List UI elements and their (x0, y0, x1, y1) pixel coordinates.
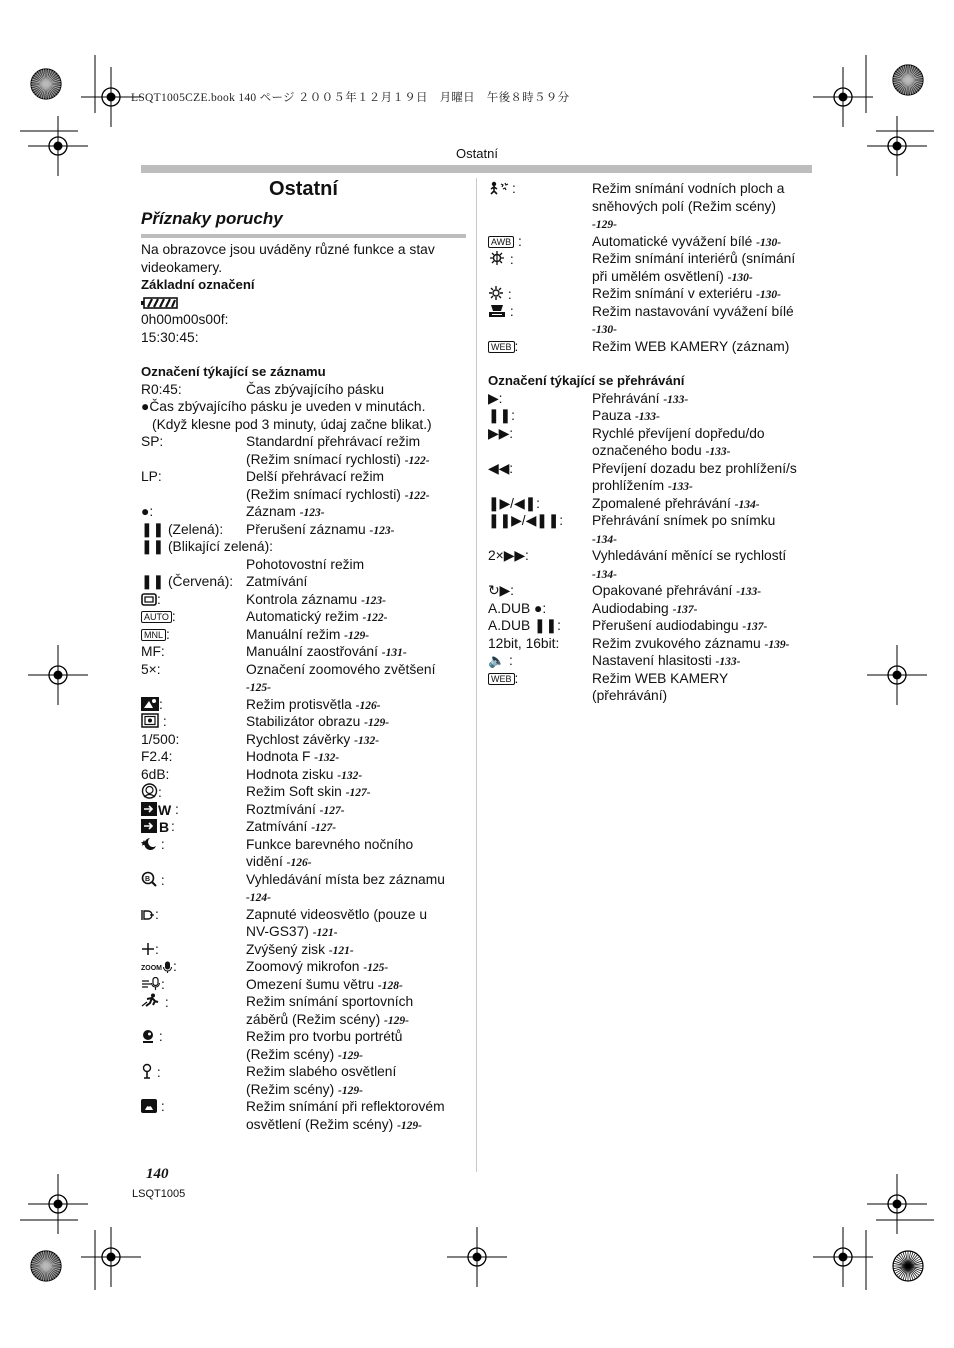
item-label-text: ↻▶: (488, 583, 515, 598)
item-description-text: prohlížením (592, 478, 665, 493)
portrait-scene-icon (141, 1029, 155, 1048)
item-label (141, 1098, 165, 1118)
manual-wb-icon (488, 304, 506, 323)
page-reference: -133- (705, 446, 731, 458)
item-description (592, 687, 667, 705)
svg-text:B: B (145, 875, 151, 883)
page-reference: -133- (667, 481, 693, 493)
item-label-text: 0h00m00s00f: (141, 312, 229, 327)
item-description-text: (Režim scény) (246, 1081, 335, 1097)
item-label-text: : (175, 801, 179, 817)
item-label-text: : (155, 906, 159, 922)
item-description-text: Standardní přehrávací režim (246, 434, 421, 449)
mode-badge: AUTO (141, 611, 172, 623)
item-label-text: ❚❚ (Červená): (141, 574, 234, 589)
item-description (592, 512, 775, 530)
item-description-text: Režim protisvětla (246, 696, 352, 712)
item-description (246, 1063, 396, 1081)
column-divider (476, 178, 477, 1172)
item-description-text: Omezení šumu větru (246, 976, 375, 992)
page-reference: -122- (362, 612, 388, 624)
item-label-text: ❚❚: (488, 408, 515, 423)
item-description-text: označeného bodu (592, 443, 702, 458)
item-description-text: Delší přehrávací režim (246, 469, 385, 484)
item-description (592, 460, 797, 478)
page-reference: -121- (312, 927, 338, 939)
item-label (488, 512, 563, 530)
crosshair-mark (867, 1174, 927, 1234)
item-description (246, 1028, 402, 1046)
item-description-text: osvětlení (Režim scény) (246, 1116, 394, 1132)
item-label-text: : (161, 995, 169, 1010)
item-label (141, 381, 182, 399)
crosshair-mark (813, 67, 873, 127)
item-description-text: Kontrola záznamu (246, 591, 358, 607)
item-label-text: : (171, 609, 176, 624)
item-description-text: sněhových polí (Režim scény) (592, 198, 777, 214)
mode-badge: WEB (488, 341, 515, 353)
item-description-text: Zvýšený zisk (246, 941, 325, 957)
item-description-text: Režim Soft skin (246, 784, 342, 799)
color-wheel-mark (893, 1251, 923, 1281)
item-description-text: Manuální režim (246, 626, 341, 642)
item-label-text: : (171, 819, 175, 834)
item-label-text: ▶: (488, 390, 503, 406)
indoor-wb-icon (488, 250, 506, 271)
item-label (141, 573, 233, 591)
item-label (488, 425, 513, 443)
blank-search-icon (141, 871, 157, 892)
item-description-text: Pohotovostní režim (246, 556, 365, 572)
item-description-text: Opakované přehrávání (592, 583, 733, 598)
note-text: (Když klesne pod 3 minuty, údaj začne blikat.) (152, 416, 432, 432)
item-description-text: Nastavení hlasitosti (592, 653, 712, 668)
item-description-text: Režim snímání v exteriéru (592, 286, 753, 301)
svg-text:B: B (159, 819, 170, 833)
item-label-text: A.DUB ●: (488, 600, 547, 616)
item-description-text: Režim snímání při reflektorovém (246, 1099, 445, 1114)
item-label (141, 993, 169, 1014)
item-description-text: Zapnuté videosvětlo (pouze u (246, 906, 428, 922)
page-reference: -133- (663, 393, 689, 406)
page-reference: -132- (314, 752, 340, 764)
item-label-text: : (157, 836, 165, 852)
item-description-text: Zatmívání (246, 574, 308, 589)
item-description-text: záběrů (Režim scény) (246, 1011, 381, 1027)
item-label-text: : (506, 303, 514, 319)
item-description-text: Režim WEB KAMERY (záznam) (592, 338, 790, 354)
item-label-text: : (512, 181, 516, 196)
running-title: Ostatní (456, 146, 498, 161)
page-reference: -133- (634, 411, 660, 423)
item-description-text: NV-GS37) (246, 924, 309, 939)
item-label-text: R0:45: (141, 381, 182, 397)
item-label (488, 407, 515, 425)
item-label-text: 2×▶▶: (488, 548, 529, 563)
crosshair-mark (867, 645, 927, 705)
item-description-text: Přehrávání snímek po snímku (592, 513, 776, 528)
item-description-text: Zpomalené přehrávání (592, 495, 731, 511)
item-label (141, 906, 159, 926)
page-reference: -121- (328, 944, 354, 957)
item-label (141, 748, 172, 766)
item-label-text: : (159, 714, 167, 729)
page-reference: -129- (364, 717, 390, 729)
crosshair-mark (28, 1174, 88, 1234)
header-rule (141, 165, 812, 173)
item-description (246, 661, 435, 679)
item-description-text: Režim snímání interiérů (snímání (592, 251, 796, 266)
item-label (141, 311, 228, 329)
item-label-text: ❚❚ (Blikající zelená): (141, 539, 274, 554)
item-label-text: 5×: (141, 661, 161, 677)
item-label-text: LP: (141, 469, 162, 484)
item-label-text: MF: (141, 644, 165, 659)
item-label-text: : (157, 591, 161, 607)
page-reference: -139- (764, 638, 790, 651)
item-description-text: Audiodabing (592, 600, 669, 616)
item-label (141, 433, 163, 451)
item-description (592, 198, 776, 216)
item-label-text: A.DUB ❚❚: (488, 618, 561, 633)
item-label-text: ●: (141, 504, 154, 519)
item-label (141, 766, 169, 784)
page-reference: -134- (734, 498, 760, 511)
item-label-text: 12bit, 16bit: (488, 635, 560, 651)
page-reference: -132- (354, 734, 380, 747)
page-reference: -130- (756, 289, 782, 301)
item-description-text: Režim snímání sportovních (246, 994, 414, 1009)
item-label (141, 538, 273, 556)
item-label-text: : (506, 252, 514, 267)
item-description-text: Režim slabého osvětlení (246, 1064, 397, 1079)
item-label (488, 460, 513, 478)
item-description (246, 556, 364, 574)
item-label (488, 495, 540, 513)
item-label-text: SP: (141, 434, 164, 449)
item-description (246, 1098, 445, 1116)
color-wheel-mark (893, 65, 923, 95)
crosshair-mark (447, 1227, 507, 1287)
page-reference: -122- (404, 454, 430, 467)
page-reference: -137- (742, 621, 768, 633)
item-label (141, 626, 170, 644)
item-description-text: Režim snímání vodních ploch a (592, 181, 785, 196)
item-label-text: ◀◀: (488, 460, 514, 476)
file-info: LSQT1005CZE.book 140 ページ ２００５年１２月１９日 月曜日 午後８時５９分 (131, 92, 570, 104)
item-description-text: Zatmívání (246, 819, 308, 834)
item-description-text: Převíjení dozadu bez prohlížení/s (592, 460, 797, 476)
page-title: Ostatní (269, 178, 338, 200)
page-reference: -130- (727, 271, 753, 284)
item-description-text: Automatický režim (246, 609, 359, 624)
color-wheel-mark (31, 69, 61, 99)
item-label (488, 617, 561, 635)
item-description (592, 670, 728, 688)
item-label-text: : (155, 1029, 163, 1044)
item-label-text: : (155, 941, 159, 957)
color-wheel-mark (31, 1251, 61, 1281)
item-label (141, 521, 223, 539)
item-description (246, 993, 413, 1011)
page-reference: -130- (592, 324, 617, 336)
item-description (246, 433, 420, 451)
item-label (488, 670, 518, 688)
item-description (246, 836, 413, 854)
item-label (141, 503, 153, 521)
item-description (246, 381, 384, 399)
item-description-text: Režim pro tvorbu portrétů (246, 1029, 403, 1044)
mode-badge: WEB (488, 673, 515, 685)
item-label (488, 635, 559, 653)
record-heading: Označení týkající se záznamu (141, 364, 326, 379)
page-reference: -132- (337, 769, 363, 782)
item-label (488, 600, 546, 618)
item-label-text: ❚❚ (Zelená): (141, 521, 224, 537)
item-label-text: : (514, 338, 519, 354)
basic-heading: Základní označení (141, 277, 255, 292)
svg-text:W: W (158, 801, 172, 816)
item-description (592, 425, 765, 443)
intro-line: Na obrazovce jsou uváděny různé funkce a stav (141, 242, 435, 257)
item-description-text: Přehrávání (592, 390, 660, 406)
item-label (141, 1063, 161, 1084)
item-label-text: ▶▶: (488, 425, 514, 441)
item-description-text: vidění (246, 854, 283, 869)
sports-scene-icon (141, 993, 161, 1014)
section-subtitle: Příznaky poruchy (141, 209, 283, 228)
item-label-text: : (514, 233, 522, 249)
item-label (488, 338, 518, 356)
item-label (488, 250, 514, 271)
page-reference: -123- (299, 507, 325, 519)
svg-text:ZOOM: ZOOM (141, 965, 162, 972)
item-label-text: : (159, 696, 163, 712)
page-reference: -127- (345, 787, 371, 799)
item-label-text: 15:30:45: (141, 329, 199, 345)
item-label (488, 303, 514, 323)
item-label (488, 180, 516, 200)
item-description-text: Přerušení audiodabingu (592, 618, 739, 633)
crosshair-mark (81, 1227, 141, 1287)
item-description-text: (Režim snímací rychlosti) (246, 451, 401, 467)
page-reference: -133- (715, 656, 741, 668)
item-label (141, 329, 199, 347)
item-label-text: ❚▶/◀❚: (488, 495, 541, 511)
item-label-text: : (504, 287, 512, 302)
item-label-text: 🔈 : (488, 653, 513, 668)
page-reference: -129- (397, 1119, 422, 1132)
item-description (246, 871, 445, 889)
item-description-text: při umělém osvětlení) (592, 268, 724, 284)
note-bullet: ●Čas zbývajícího pásku je uveden v minutách. (141, 399, 426, 414)
mode-badge: AWB (488, 236, 514, 248)
low-light-scene-icon (141, 1063, 153, 1084)
item-description-text: (Režim scény) (246, 1046, 335, 1062)
page-reference: -126- (286, 857, 312, 869)
item-label (488, 233, 522, 251)
item-label (141, 661, 161, 679)
item-label-text: : (514, 670, 519, 686)
video-light-icon (141, 908, 155, 926)
item-description-text: Hodnota zisku (246, 766, 334, 782)
item-label (141, 608, 176, 626)
item-description (246, 468, 384, 486)
item-label-text: : (158, 785, 162, 800)
crosshair-mark (813, 1227, 873, 1287)
item-description (592, 180, 784, 198)
item-description-text: Vyhledávání měnící se rychlostí (592, 548, 787, 563)
page-reference: -134- (592, 568, 617, 581)
item-label (141, 871, 165, 892)
item-description-text: Označení zoomového zvětšení (246, 661, 436, 677)
item-label (141, 1028, 163, 1048)
page-reference: -124- (246, 892, 271, 904)
item-description (592, 338, 789, 356)
item-label (141, 643, 165, 661)
page-reference: -123- (361, 594, 386, 607)
item-description (592, 303, 794, 321)
page-reference: -131- (381, 647, 407, 659)
page-reference: -125- (246, 682, 271, 694)
item-description-text: Zoomový mikrofon (246, 959, 360, 974)
item-description-text: Čas zbývajícího pásku (246, 381, 385, 397)
document-code: LSQT1005 (132, 1188, 186, 1200)
page-reference: -129- (384, 1014, 409, 1027)
item-label-text: ❚❚▶/◀❚❚: (488, 513, 564, 528)
page-reference: -125- (363, 962, 389, 974)
item-description-text: (Režim snímací rychlosti) (246, 486, 401, 502)
item-label (488, 390, 502, 408)
item-description-text: Roztmívání (246, 801, 316, 817)
page-reference: -129- (338, 1049, 363, 1062)
page-reference: -129- (592, 219, 617, 231)
item-description (246, 1116, 422, 1136)
crosshair-mark (28, 645, 88, 705)
item-description (246, 906, 427, 924)
night-color-icon (141, 837, 157, 856)
item-label-text: F2.4: (141, 749, 173, 764)
item-description-text: Funkce barevného nočního (246, 836, 414, 852)
spotlight-scene-icon (141, 1099, 157, 1118)
page-reference: -134- (592, 533, 617, 546)
page-reference: -137- (672, 603, 698, 616)
item-description-text: Režim nastavování vyvážení bílé (592, 303, 794, 319)
mode-badge: MNL (141, 629, 166, 641)
item-description (592, 250, 795, 268)
item-label-text: 6dB: (141, 766, 170, 782)
item-label-text: 1/500: (141, 731, 180, 747)
item-description-text: Automatické vyvážení bílé (592, 233, 753, 249)
item-label-text: : (161, 976, 165, 992)
item-label (141, 836, 165, 856)
page-reference: -129- (338, 1084, 363, 1097)
subtitle-rule (141, 234, 466, 238)
item-description-text: Vyhledávání místa bez záznamu (246, 871, 445, 887)
page-reference: -129- (344, 629, 370, 642)
item-label-text: : (166, 626, 170, 642)
item-description-text: Rychlé převíjení dopředu/do (592, 425, 765, 441)
page-reference: -127- (311, 822, 337, 834)
item-description-text: Režim WEB KAMERY (592, 670, 729, 686)
item-description-text: Pauza (592, 408, 632, 423)
page-reference: -123- (369, 524, 395, 537)
item-description-text: Záznam (246, 504, 296, 519)
item-label-text: : (153, 1065, 161, 1080)
intro-line: videokamery. (141, 259, 223, 275)
page-reference: -130- (756, 236, 782, 249)
item-description-text: Přerušení záznamu (246, 521, 366, 537)
item-label (488, 582, 514, 600)
page-reference: -133- (736, 586, 762, 598)
item-description-text: (přehrávání) (592, 688, 668, 703)
page-number: 140 (146, 1166, 169, 1182)
surf-snow-icon (488, 181, 512, 200)
item-description-text: Manuální zaostřování (246, 644, 378, 659)
page-reference: -126- (355, 699, 381, 712)
item-label-text: : (173, 959, 177, 974)
item-label (141, 468, 162, 486)
item-label (141, 731, 179, 749)
page-reference: -122- (404, 489, 430, 502)
page-reference: -127- (319, 804, 345, 817)
item-description-text: Hodnota F (246, 749, 311, 764)
item-label-text: : (157, 872, 165, 888)
item-description (592, 547, 786, 565)
playback-heading: Označení týkající se přehrávání (488, 373, 685, 388)
item-label-text: : (157, 1099, 165, 1114)
item-description-text: Stabilizátor obrazu (246, 714, 361, 729)
item-label (488, 652, 513, 670)
page-reference: -128- (377, 979, 403, 992)
item-description-text: Rychlost závěrky (246, 731, 351, 747)
item-label (488, 547, 529, 565)
item-description (246, 573, 307, 591)
item-description-text: Režim zvukového záznamu (592, 635, 761, 651)
